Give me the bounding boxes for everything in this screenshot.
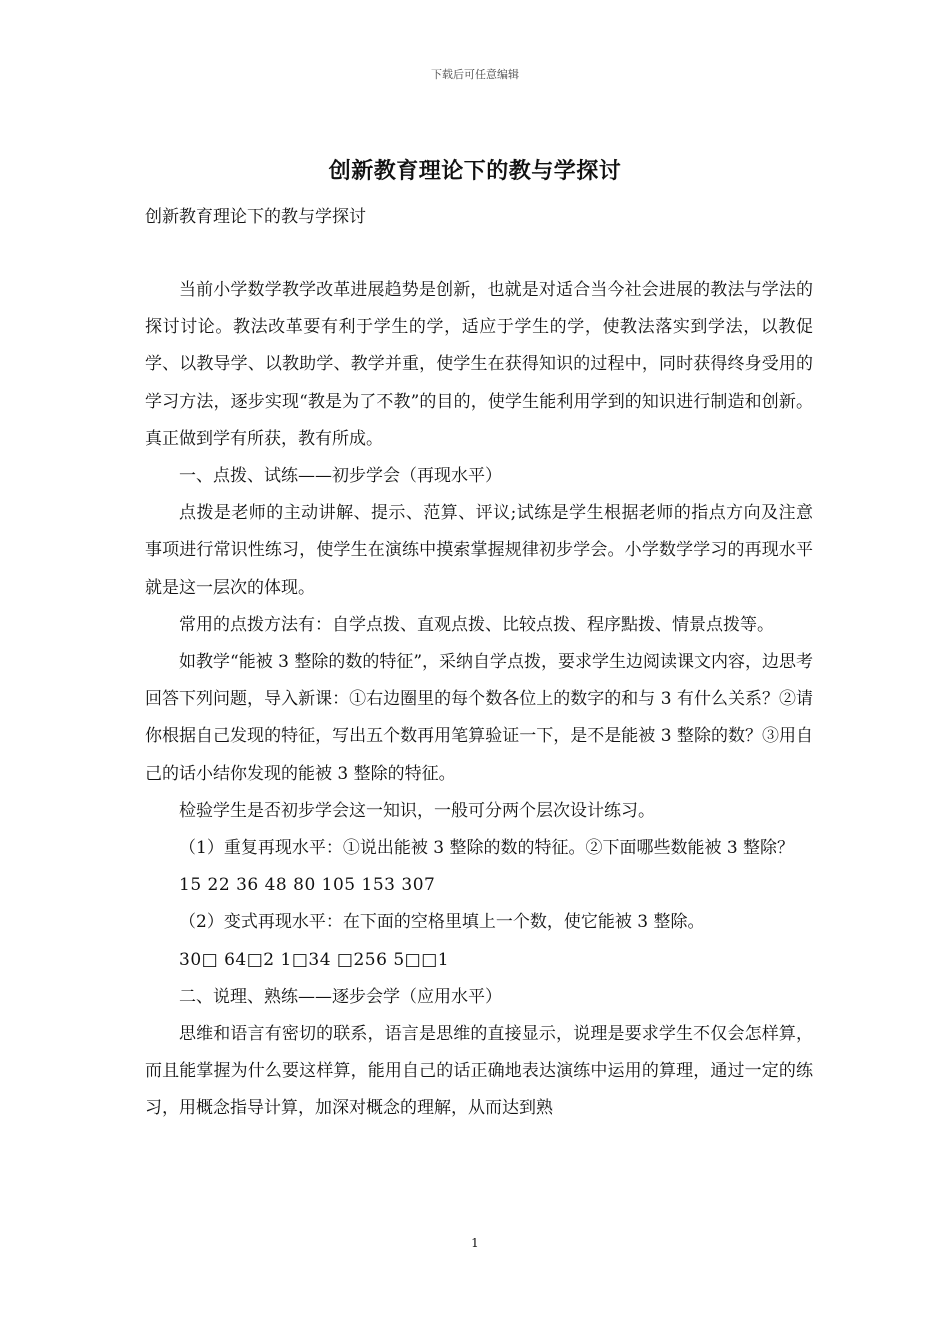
exercise-2: （2）变式再现水平：在下面的空格里填上一个数，使它能被 3 整除。 [179,912,705,933]
paragraph-reasoning: 思维和语言有密切的联系，语言是思维的直接显示，说理是要求学生不仅会怎样算，而且能掌握为什么要这样算，能用自己的话正确地表达演练中运用的算理，通过一定的练习，用概念指导计算，加深对概念的理解，从而达到熟 [145,1024,813,1119]
document-subtitle: 创新教育理论下的教与学探讨 [145,207,366,227]
paragraph-dianbo: 点拨是老师的主动讲解、提示、范算、评议;试练是学生根据老师的指点方向及注意事项进行常识性练习，使学生在演练中摸索掌握规律初步学会。小学数学学习的再现水平就是这一层次的体现。 [145,503,813,598]
exercise-2-blanks: 30□ 64□2 1□34 □256 5□□1 [179,949,450,970]
exercise-1: （1）重复再现水平：①说出能被 3 整除的数的特征。②下面哪些数能被 3 整除？ [179,838,795,859]
section-heading-2: 二、说理、熟练——逐步会学（应用水平） [179,986,502,1007]
document-body [145,272,813,1128]
paragraph-intro: 当前小学数学教学改革进展趋势是创新，也就是对适合当今社会进展的教法与学法的探讨讨论。教法改革要有利于学生的学，适应于学生的学，使教法落实到学法，以教促学、以教导学、以教助学、教学并重，使学生在获得知识的过程中，同时获得终身受用的学习方法，逐步实现“教是为了不教”的目的，使学生能利用学到的知识进行制造和创新。真正做到学有所获，教有所成。 [145,280,813,449]
paragraph-methods: 常用的点拨方法有：自学点拨、直观点拨、比较点拨、程序點拨、情景点拨等。 [179,614,774,635]
paragraph-check: 检验学生是否初步学会这一知识，一般可分两个层次设计练习。 [179,800,655,821]
document-title: 创新教育理论下的教与学探讨 [328,158,622,184]
page-number: 1 [471,1236,479,1250]
exercise-1-numbers: 15 22 36 48 80 105 153 307 [179,875,436,896]
paragraph-example: 如教学“能被 3 整除的数的特征”，采纳自学点拨，要求学生边阅读课文内容，边思考回答下列问题，导入新课：①右边圈里的每个数各位上的数字的和与 3 有什么关系？②请你根据自己发现的特征，写出五个数再用笔算验证一下，是不是能被 3 整除的数？③用自己的话小结你发现的能被 3 整除的特征。 [145,652,814,784]
page-header: 下载后可任意编辑 [431,68,519,81]
section-heading-1: 一、点拨、试练——初步学会（再现水平） [179,466,502,487]
